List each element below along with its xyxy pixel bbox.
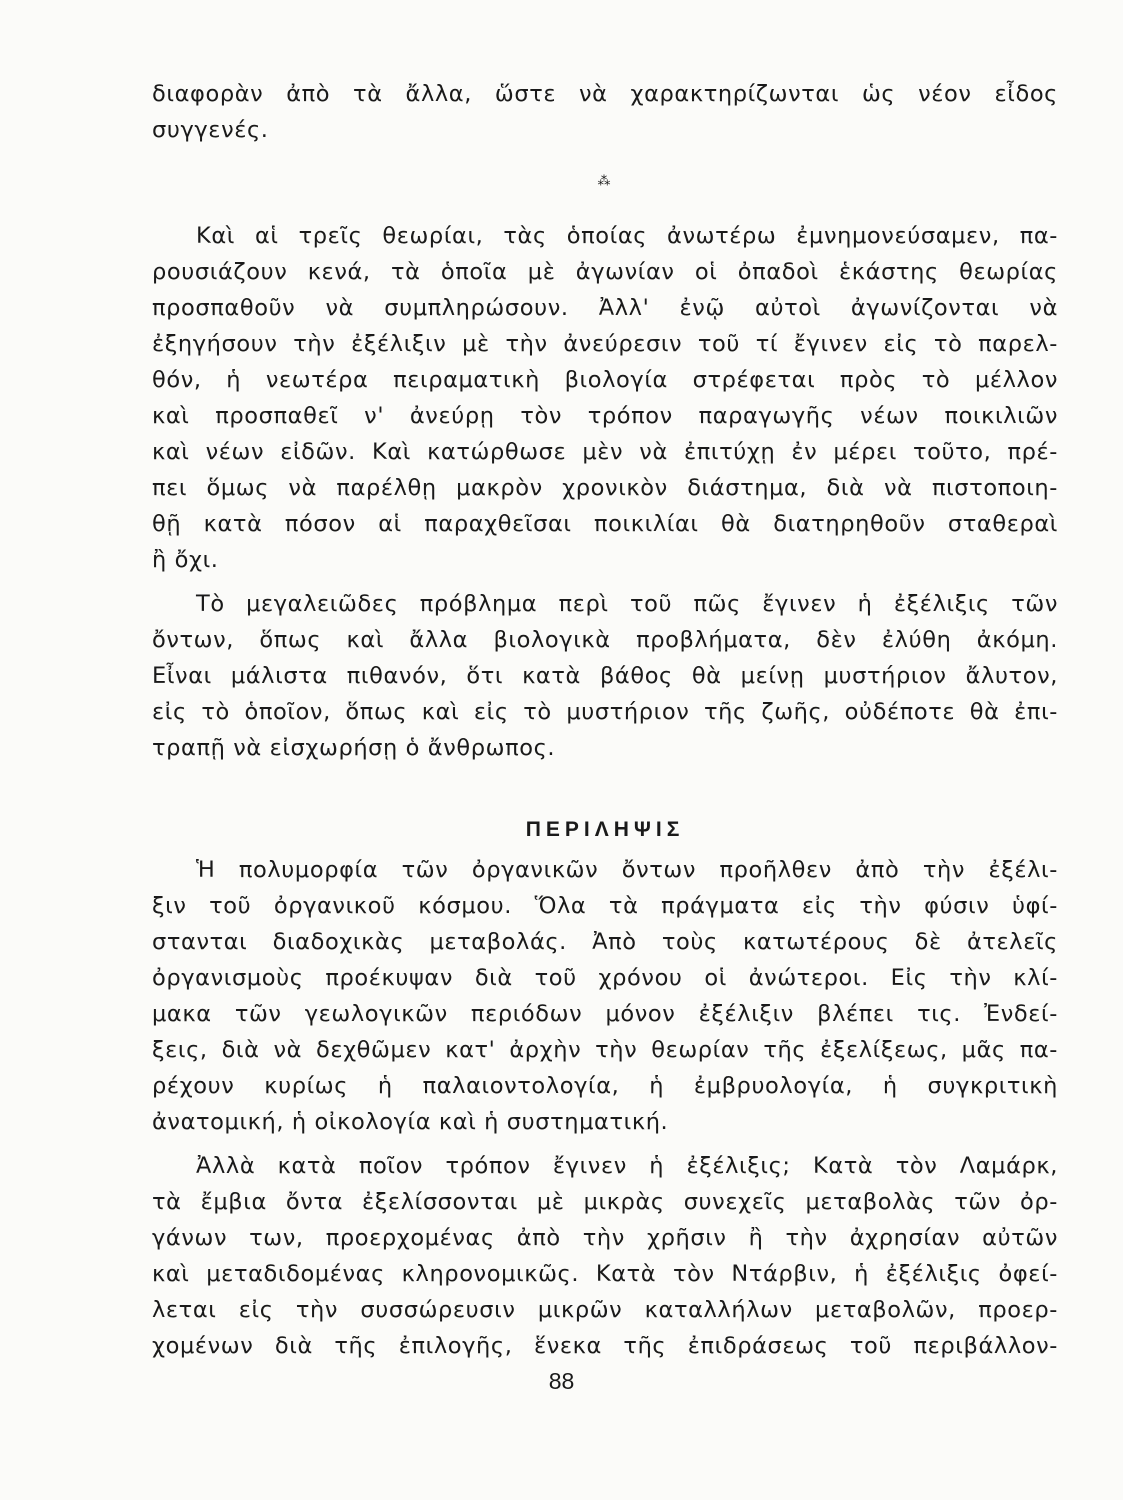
text-line: πει ὅμως νὰ παρέλθῃ μακρὸν χρονικὸν διάστημα, διὰ νὰ πιστοποιη-: [152, 475, 1058, 501]
paragraph-problem: [152, 586, 1058, 766]
text-line: μακα τῶν γεωλογικῶν περιόδων μόνον ἐξέλιξιν βλέπει τις. Ἐνδεί-: [152, 1001, 1058, 1027]
text-line: καὶ προσπαθεῖ ν' ἀνεύρῃ τὸν τρόπον παραγωγῆς νέων ποικιλιῶν: [152, 403, 1058, 429]
text-line: ξιν τοῦ ὀργανικοῦ κόσμου. Ὅλα τὰ πράγματα εἰς τὴν φύσιν ὑφί-: [152, 893, 1058, 919]
text-line: στανται διαδοχικὰς μεταβολάς. Ἀπὸ τοὺς κατωτέρους δὲ ἀτελεῖς: [152, 929, 1058, 955]
text-line: θόν, ἡ νεωτέρα πειραματικὴ βιολογία στρέφεται πρὸς τὸ μέλλον: [152, 367, 1058, 393]
page-number: 88: [548, 1368, 575, 1394]
text-line: Καὶ αἱ τρεῖς θεωρίαι, τὰς ὁποίας ἀνωτέρω ἐμνημονεύσαμεν, πα-: [196, 223, 1058, 249]
text-line: Ἀλλὰ κατὰ ποῖον τρόπον ἔγινεν ἡ ἐξέλιξις; Κατὰ τὸν Λαμάρκ,: [196, 1153, 1058, 1179]
paragraph-theories: [152, 218, 1058, 578]
paragraph-summary-polymorphism: [152, 852, 1058, 1140]
text-line: ἀνατομική, ἡ οἰκολογία καὶ ἡ συστηματική.: [152, 1109, 669, 1135]
text-line: ὄντων, ὅπως καὶ ἄλλα βιολογικὰ προβλήματα, δὲν ἐλύθη ἀκόμη.: [152, 627, 1058, 653]
text-line: τραπῇ νὰ εἰσχωρήσῃ ὁ ἄνθρωπος.: [152, 735, 556, 761]
text-line: ἐξηγήσουν τὴν ἐξέλιξιν μὲ τὴν ἀνεύρεσιν τοῦ τί ἔγινεν εἰς τὸ παρελ-: [152, 331, 1058, 357]
text-line: συγγενές.: [152, 117, 269, 143]
text-line: ρουσιάζουν κενά, τὰ ὁποῖα μὲ ἀγωνίαν οἱ ὀπαδοὶ ἑκάστης θεωρίας: [152, 259, 1058, 285]
paragraph-summary-mechanism: [152, 1148, 1058, 1364]
text-line: τὰ ἔμβια ὄντα ἐξελίσσονται μὲ μικρὰς συνεχεῖς μεταβολὰς τῶν ὀρ-: [152, 1189, 1058, 1215]
asterism-separator: [152, 148, 1058, 218]
text-line: χομένων διὰ τῆς ἐπιλογῆς, ἕνεκα τῆς ἐπιδράσεως τοῦ περιβάλλον-: [152, 1333, 1058, 1359]
text-line: καὶ νέων εἰδῶν. Καὶ κατώρθωσε μὲν νὰ ἐπιτύχῃ ἐν μέρει τοῦτο, πρέ-: [152, 439, 1058, 465]
text-line: εἰς τὸ ὁποῖον, ὅπως καὶ εἰς τὸ μυστήριον τῆς ζωῆς, οὐδέποτε θὰ ἐπι-: [152, 699, 1058, 725]
text-line: Ἡ πολυμορφία τῶν ὀργανικῶν ὄντων προῆλθεν ἀπὸ τὴν ἐξέλι-: [196, 857, 1058, 883]
text-line: ὀργανισμοὺς προέκυψαν διὰ τοῦ χρόνου οἱ ἀνώτεροι. Εἰς τὴν κλί-: [152, 965, 1058, 991]
text-line: καὶ μεταδιδομένας κληρονομικῶς. Κατὰ τὸν Ντάρβιν, ἡ ἐξέλιξις ὀφεί-: [152, 1261, 1058, 1287]
separator-symbol: ⁂: [597, 174, 613, 189]
text-line: λεται εἰς τὴν συσσώρευσιν μικρῶν καταλλήλων μεταβολῶν, προερ-: [152, 1297, 1058, 1323]
opening-paragraph: [152, 76, 1058, 148]
text-line: ρέχουν κυρίως ἡ παλαιοντολογία, ἡ ἐμβρυολογία, ἡ συγκριτικὴ: [152, 1073, 1058, 1099]
section-heading-summary: ΠΕΡΙΛΗΨΙΣ: [525, 818, 685, 841]
text-line: ἢ ὄχι.: [152, 547, 219, 573]
text-line: Εἶναι μάλιστα πιθανόν, ὅτι κατὰ βάθος θὰ μείνῃ μυστήριον ἄλυτον,: [152, 663, 1058, 689]
text-line: θῇ κατὰ πόσον αἱ παραχθεῖσαι ποικιλίαι θὰ διατηρηθοῦν σταθεραὶ: [152, 511, 1058, 537]
text-line: προσπαθοῦν νὰ συμπληρώσουν. Ἀλλ' ἐνῷ αὐτοὶ ἀγωνίζονται νὰ: [152, 295, 1058, 321]
text-line: Τὸ μεγαλειῶδες πρόβλημα περὶ τοῦ πῶς ἔγινεν ἡ ἐξέλιξις τῶν: [196, 591, 1058, 617]
text-line: ξεις, διὰ νὰ δεχθῶμεν κατ' ἀρχὴν τὴν θεωρίαν τῆς ἐξελίξεως, μᾶς πα-: [152, 1037, 1058, 1063]
page-body: [152, 76, 1058, 1364]
text-line: διαφορὰν ἀπὸ τὰ ἄλλα, ὥστε νὰ χαρακτηρίζωνται ὡς νέον εἶδος: [152, 81, 1058, 107]
text-line: γάνων των, προερχομένας ἀπὸ τὴν χρῆσιν ἢ τὴν ἀχρησίαν αὐτῶν: [152, 1225, 1058, 1251]
